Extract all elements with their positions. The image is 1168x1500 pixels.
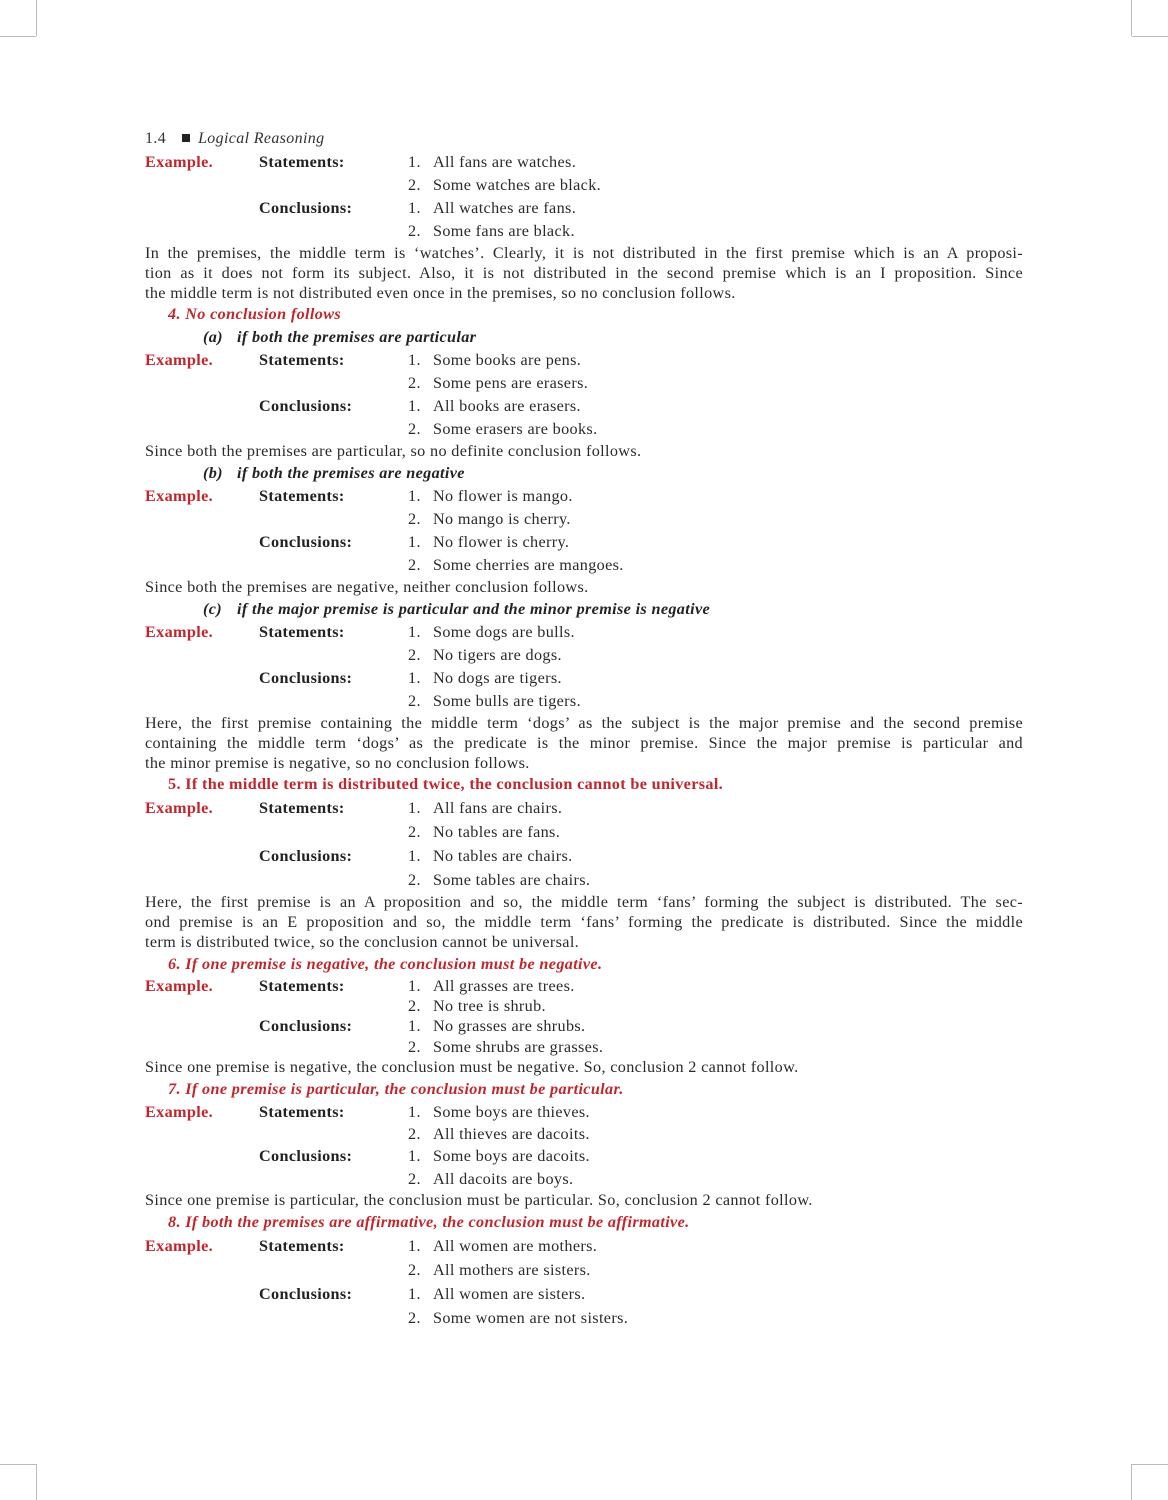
rule-heading: 4. No conclusion follows	[168, 305, 341, 324]
conclusion-text: No grasses are shrubs.	[433, 1017, 586, 1036]
statement-row	[145, 1234, 1023, 1258]
item-number: 1.	[408, 533, 421, 552]
conclusions-label: Conclusions:	[259, 668, 353, 687]
sub-rule-heading	[145, 598, 1023, 621]
explanation-paragraph	[145, 578, 1023, 598]
conclusion-row	[145, 1282, 1023, 1306]
crop-mark	[0, 36, 36, 37]
item-number: 1.	[408, 847, 421, 866]
statement-row	[145, 976, 1023, 996]
item-number: 2.	[408, 1260, 421, 1279]
conclusions-label: Conclusions:	[259, 1284, 353, 1303]
statement-row	[145, 1101, 1023, 1123]
example-block	[145, 485, 1023, 577]
item-number: 1.	[408, 1284, 421, 1303]
sub-rule-letter: (b)	[203, 464, 223, 483]
paragraph-line: Since both the premises are negative, neither conclusion follows.	[145, 578, 589, 597]
statement-text: No mango is cherry.	[433, 510, 571, 529]
conclusion-row	[145, 395, 1023, 418]
statement-text: Some watches are black.	[433, 176, 602, 194]
sub-rule-text: if both the premises are negative	[237, 464, 465, 483]
conclusion-row	[145, 197, 1023, 220]
example-label: Example.	[145, 622, 214, 641]
statement-text: All women are mothers.	[433, 1236, 598, 1255]
paragraph-line: Here, the first premise is an A proposition and so, the middle term ‘fans’ forming the subject is distributed. The sec-	[145, 893, 1023, 912]
conclusion-row	[145, 868, 1023, 892]
item-number: 1.	[408, 1236, 421, 1255]
conclusion-text: Some shrubs are grasses.	[433, 1037, 604, 1056]
crop-mark	[36, 0, 37, 36]
statement-row	[145, 372, 1023, 395]
statement-text: No flower is mango.	[433, 487, 573, 506]
item-number: 2.	[408, 645, 421, 664]
conclusion-text: Some boys are dacoits.	[433, 1147, 590, 1166]
statements-label: Statements:	[259, 622, 345, 641]
statement-row	[145, 508, 1023, 531]
example-block	[145, 796, 1023, 892]
example-label: Example.	[145, 799, 214, 818]
conclusion-text: Some bulls are tigers.	[433, 691, 581, 710]
crop-mark	[36, 1464, 37, 1500]
item-number: 2.	[408, 222, 421, 240]
conclusion-text: Some women are not sisters.	[433, 1308, 629, 1327]
statement-row	[145, 621, 1023, 644]
example-block	[145, 349, 1023, 441]
item-number: 1.	[408, 1102, 421, 1121]
paragraph-line: containing the middle term ‘dogs’ as the predicate is the minor premise. Since the major premise is particular and	[145, 733, 1023, 752]
item-number: 2.	[408, 420, 421, 439]
statement-text: All fans are watches.	[433, 153, 577, 171]
statement-text: No tigers are dogs.	[433, 645, 562, 664]
running-header	[145, 127, 1023, 151]
statement-row	[145, 644, 1023, 667]
item-number: 1.	[408, 199, 421, 217]
conclusion-text: Some fans are black.	[433, 222, 575, 240]
statement-text: Some books are pens.	[433, 351, 582, 370]
statement-text: All grasses are trees.	[433, 976, 575, 995]
explanation-paragraph	[145, 714, 1023, 773]
rule-heading: 5. If the middle term is distributed twice, the conclusion cannot be universal.	[168, 775, 724, 794]
example-block	[145, 976, 1023, 1057]
statement-text: No tree is shrub.	[433, 997, 546, 1016]
item-number: 2.	[408, 374, 421, 393]
statement-row	[145, 151, 1023, 174]
conclusion-row	[145, 1037, 1023, 1057]
conclusions-label: Conclusions:	[259, 397, 353, 416]
paragraph-line: In the premises, the middle term is ‘watches’. Clearly, it is not distributed in the first premise which is an A proposi-	[145, 244, 1023, 262]
conclusions-label: Conclusions:	[259, 533, 353, 552]
statement-row	[145, 349, 1023, 372]
statements-label: Statements:	[259, 351, 345, 370]
item-number: 1.	[408, 1147, 421, 1166]
item-number: 2.	[408, 176, 421, 194]
explanation-paragraph	[145, 442, 1023, 462]
crop-mark	[1132, 1464, 1168, 1465]
square-bullet-icon	[182, 134, 190, 142]
statement-text: All mothers are sisters.	[433, 1260, 591, 1279]
running-title: Logical Reasoning	[198, 130, 325, 147]
conclusion-text: All women are sisters.	[433, 1284, 586, 1303]
statement-row	[145, 796, 1023, 820]
item-number: 2.	[408, 510, 421, 529]
item-number: 2.	[408, 871, 421, 890]
page-content	[145, 127, 1023, 1330]
item-number: 1.	[408, 351, 421, 370]
example-label: Example.	[145, 1236, 214, 1255]
item-number: 1.	[408, 487, 421, 506]
example-label: Example.	[145, 487, 214, 506]
conclusions-label: Conclusions:	[259, 847, 353, 866]
conclusions-label: Conclusions:	[259, 1147, 353, 1166]
rule-heading: 7. If one premise is particular, the conclusion must be particular.	[168, 1079, 624, 1098]
item-number: 2.	[408, 1308, 421, 1327]
crop-mark	[0, 1464, 36, 1465]
conclusion-text: Some cherries are mangoes.	[433, 556, 624, 575]
example-label: Example.	[145, 351, 214, 370]
crop-mark	[1131, 0, 1132, 36]
conclusion-row	[145, 418, 1023, 441]
crop-mark	[1132, 36, 1168, 37]
statement-text: Some dogs are bulls.	[433, 622, 575, 641]
conclusion-text: Some erasers are books.	[433, 420, 598, 439]
conclusion-text: All books are erasers.	[433, 397, 581, 416]
item-number: 1.	[408, 976, 421, 995]
conclusion-row	[145, 220, 1023, 243]
paragraph-line: Since one premise is negative, the conclusion must be negative. So, conclusion 2 cannot follow.	[145, 1057, 799, 1076]
example-block	[145, 621, 1023, 713]
statements-label: Statements:	[259, 799, 345, 818]
page-number: 1.4	[145, 130, 167, 147]
sub-rule-text: if both the premises are particular	[237, 328, 477, 347]
example-label: Example.	[145, 976, 214, 995]
sub-rule-heading	[145, 326, 1023, 349]
statement-row	[145, 1258, 1023, 1282]
paragraph-line: tion as it does not form its subject. Also, it is not distributed in the second premise which is an I proposition. Since	[145, 263, 1023, 282]
rule-heading: 8. If both the premises are affirmative, the conclusion must be affirmative.	[168, 1212, 690, 1231]
conclusion-row	[145, 1145, 1023, 1167]
item-number: 1.	[408, 622, 421, 641]
sub-rule-heading	[145, 462, 1023, 485]
statement-row	[145, 996, 1023, 1016]
statement-text: All fans are chairs.	[433, 799, 563, 818]
statement-text: Some pens are erasers.	[433, 374, 589, 393]
explanation-paragraph	[145, 1058, 1023, 1078]
conclusions-label: Conclusions:	[259, 199, 353, 217]
example-label: Example.	[145, 153, 214, 171]
item-number: 2.	[408, 823, 421, 842]
conclusion-row	[145, 690, 1023, 713]
statement-row	[145, 1123, 1023, 1145]
statements-label: Statements:	[259, 153, 345, 171]
item-number: 2.	[408, 1037, 421, 1056]
example-label: Example.	[145, 1102, 214, 1121]
item-number: 2.	[408, 1125, 421, 1144]
statement-row	[145, 485, 1023, 508]
statements-label: Statements:	[259, 1102, 345, 1121]
statements-label: Statements:	[259, 487, 345, 506]
statements-label: Statements:	[259, 1236, 345, 1255]
conclusion-row	[145, 667, 1023, 690]
explanation-paragraph	[145, 244, 1023, 303]
paragraph-line: term is distributed twice, so the conclusion cannot be universal.	[145, 932, 580, 951]
conclusion-row	[145, 844, 1023, 868]
item-number: 1.	[408, 153, 421, 171]
conclusion-row	[145, 1016, 1023, 1036]
paragraph-line: ond premise is an E proposition and so, the middle term ‘fans’ forming the predicate is distributed. Since the middle	[145, 913, 1023, 932]
statement-row	[145, 820, 1023, 844]
item-number: 1.	[408, 799, 421, 818]
rule-heading: 6. If one premise is negative, the conclusion must be negative.	[168, 954, 603, 973]
item-number: 2.	[408, 1169, 421, 1188]
conclusion-row	[145, 1168, 1023, 1190]
crop-mark	[1131, 1464, 1132, 1500]
paragraph-line: the middle term is not distributed even once in the premises, so no conclusion follows.	[145, 283, 736, 302]
statements-label: Statements:	[259, 976, 345, 995]
conclusion-text: No flower is cherry.	[433, 533, 570, 552]
item-number: 1.	[408, 1017, 421, 1036]
statement-row	[145, 174, 1023, 197]
conclusion-text: No dogs are tigers.	[433, 668, 562, 687]
conclusion-text: Some tables are chairs.	[433, 871, 591, 890]
conclusion-text: All dacoits are boys.	[433, 1169, 574, 1188]
conclusions-label: Conclusions:	[259, 1017, 353, 1036]
example-block	[145, 1101, 1023, 1190]
page-body	[145, 151, 1023, 1330]
paragraph-line: Since one premise is particular, the conclusion must be particular. So, conclusion 2 cannot follow.	[145, 1190, 813, 1209]
conclusion-row	[145, 531, 1023, 554]
sub-rule-letter: (c)	[203, 599, 223, 618]
conclusion-row	[145, 1306, 1023, 1330]
paragraph-line: Here, the first premise containing the middle term ‘dogs’ as the subject is the major premise and the second premise	[145, 713, 1023, 732]
item-number: 2.	[408, 556, 421, 575]
statement-text: Some boys are thieves.	[433, 1102, 590, 1121]
sub-rule-text: if the major premise is particular and the minor premise is negative	[237, 599, 711, 618]
sub-rule-letter: (a)	[203, 328, 223, 347]
explanation-paragraph	[145, 893, 1023, 952]
example-block	[145, 1234, 1023, 1330]
statement-text: No tables are fans.	[433, 823, 561, 842]
explanation-paragraph	[145, 1191, 1023, 1211]
conclusion-text: No tables are chairs.	[433, 847, 573, 866]
item-number: 2.	[408, 691, 421, 710]
paragraph-line: the minor premise is negative, so no conclusion follows.	[145, 753, 530, 772]
item-number: 2.	[408, 997, 421, 1016]
item-number: 1.	[408, 668, 421, 687]
conclusion-text: All watches are fans.	[433, 199, 577, 217]
statement-text: All thieves are dacoits.	[433, 1125, 590, 1144]
conclusion-row	[145, 554, 1023, 577]
paragraph-line: Since both the premises are particular, so no definite conclusion follows.	[145, 442, 642, 461]
item-number: 1.	[408, 397, 421, 416]
example-block	[145, 151, 1023, 243]
